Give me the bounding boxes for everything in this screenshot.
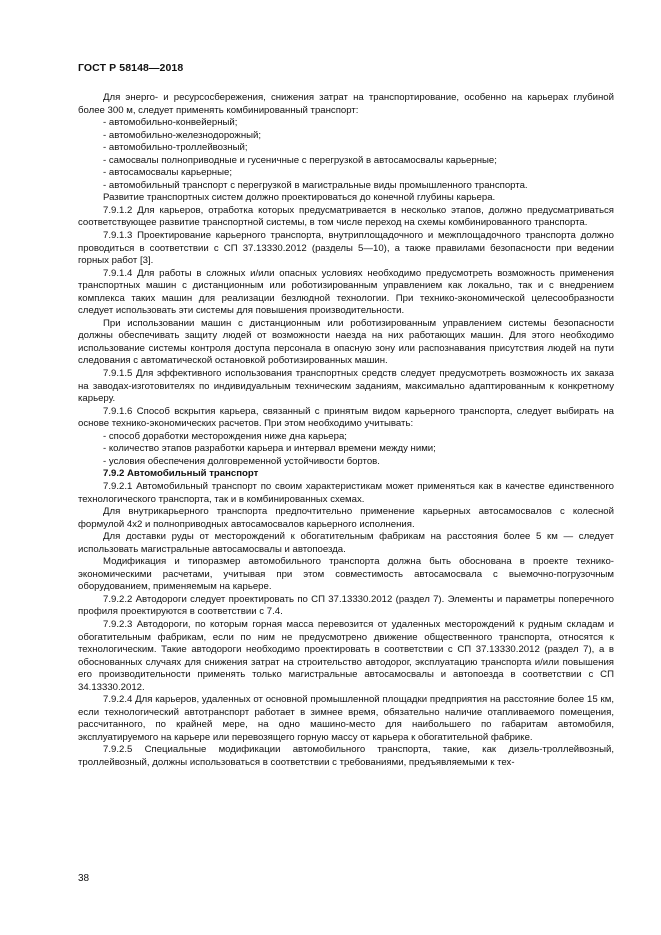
list-item: - самосвалы полноприводные и гусеничные с перегрузкой в автосамосвалы карьерные;	[78, 155, 614, 168]
page-number: 38	[78, 873, 90, 884]
transport-list	[78, 117, 614, 192]
page-content	[78, 92, 614, 770]
list-item: - способ доработки месторождения ниже дна карьера;	[78, 431, 614, 444]
section-heading: 7.9.2 Автомобильный транспорт	[103, 468, 259, 480]
list-item: - автосамосвалы карьерные;	[78, 167, 614, 180]
considerations-list	[78, 431, 614, 469]
list-item: - автомобильный транспорт с перегрузкой в магистральные виды промышленного транспорта.	[78, 180, 614, 193]
paragraph: 7.9.2.4 Для карьеров, удаленных от основной промышленной площадки предприятия на расстояние более 15 км, если технологический автотранспорт работает в зимнее время, обязательно наличие отапливаемого помещения, рассчитанного, по крайней мере, на одно машино-место для наибольшего по габаритам автомобиля, эксплуатируемого на карьере или перевозящего горную массу от карьера к обогатительной фабрике.	[78, 694, 614, 743]
paragraph: 7.9.1.4 Для работы в сложных и/или опасных условиях необходимо предусмотреть возможность применения транспортных машин с дистанционным или роботизированным управлением как локально, так и с внедрением комплекса таких машин для реализации безлюдной технологии. При технико-экономической целесообразности следует использовать эти системы для повышения производительности.	[78, 267, 614, 317]
paragraph: Для энерго- и ресурсосбережения, снижения затрат на транспортирование, особенно на карьерах глубиной более 300 м, следует применять комбинированный транспорт:	[78, 92, 614, 116]
paragraph: При использовании машин с дистанционным или роботизированным управлением системы безопасности должны обеспечивать защиту людей от возможности наезда на них работающих машин. Для этого необходимо использование системы контроля доступа персонала в опасную зону или распознавания присутствия людей на пути следования с автоматической остановкой роботизированных машин.	[78, 317, 614, 367]
list-item: - автомобильно-железнодорожный;	[78, 130, 614, 143]
paragraph: 7.9.2.2 Автодороги следует проектировать по СП 37.13330.2012 (раздел 7). Элементы и параметры поперечного профиля проектируются в соответствии с 7.4.	[78, 593, 614, 618]
paragraph: 7.9.1.5 Для эффективного использования транспортных средств следует предусмотреть возможность их заказа на заводах-изготовителях по индивидуальным техническим заданиям, максимально адаптированным к конкретному карьеру.	[78, 368, 614, 405]
paragraph: Развитие транспортных систем должно проектироваться до конечной глубины карьера.	[103, 192, 496, 204]
paragraph: 7.9.1.2 Для карьеров, отработка которых предусматривается в несколько этапов, должно предусматриваться соответствующее развитие транспортной системы, в том числе переход на схемы комбинированного транспорта.	[78, 204, 614, 229]
paragraph: Для доставки руды от месторождений к обогатительным фабрикам на расстояния более 5 км — следует использовать магистральные автосамосвалы и автопоезда.	[78, 531, 614, 555]
document-header: ГОСТ Р 58148—2018	[78, 62, 184, 74]
paragraph: Модификация и типоразмер автомобильного транспорта должна быть обоснована в проекте технико-экономическими расчетами, учитывая при этом совместимость автосамосвала с выемочно-погрузочным оборудованием, применяемым на карьере.	[78, 556, 614, 593]
list-item: - количество этапов разработки карьера и интервал времени между ними;	[78, 443, 614, 456]
paragraph: 7.9.2.1 Автомобильный транспорт по своим характеристикам может применяться как в качестве единственного технологического транспорта, так и в комбинированных схемах.	[78, 480, 614, 505]
paragraph: 7.9.1.6 Способ вскрытия карьера, связанный с принятым видом карьерного транспорта, следует выбирать на основе технико-экономических расчетов. При этом необходимо учитывать:	[78, 405, 614, 430]
list-item: - автомобильно-троллейвозный;	[78, 142, 614, 155]
paragraph: 7.9.2.3 Автодороги, по которым горная масса перевозится от удаленных месторождений к рудным складам и обогатительным фабрикам, если по ним не предусмотрено движение общественного транспорта, относятся к технологическим. Такие автодороги необходимо проектировать в соответствии с СП 37.13330.2012 (раздел 7), а в обоснованных случаях для снижения затрат на строительство автодорог, эксплуатацию транспорта и/или повышения его производительности применять только магистральные автосамосвалы и автопоезда в соответствии с СП 34.13330.2012.	[78, 618, 614, 693]
list-item: - автомобильно-конвейерный;	[78, 117, 614, 130]
paragraph: Для внутрикарьерного транспорта предпочтительно применение карьерных автосамосвалов с колесной формулой 4х2 и полноприводных автосамосвалов карьерного исполнения.	[78, 506, 614, 530]
paragraph: 7.9.1.3 Проектирование карьерного транспорта, внутриплощадочного и межплощадочного транспорта должно проводиться в соответствии с СП 37.13330.2012 (разделы 5—10), а также правилами безопасности при ведении горных работ [3].	[78, 230, 614, 267]
list-item: - условия обеспечения долговременной устойчивости бортов.	[78, 456, 614, 469]
paragraph: 7.9.2.5 Специальные модификации автомобильного транспорта, такие, как дизель-троллейвозный, троллейвозный, должны использоваться в соответствии с требованиями, предъявляемыми к тех-	[78, 744, 614, 768]
